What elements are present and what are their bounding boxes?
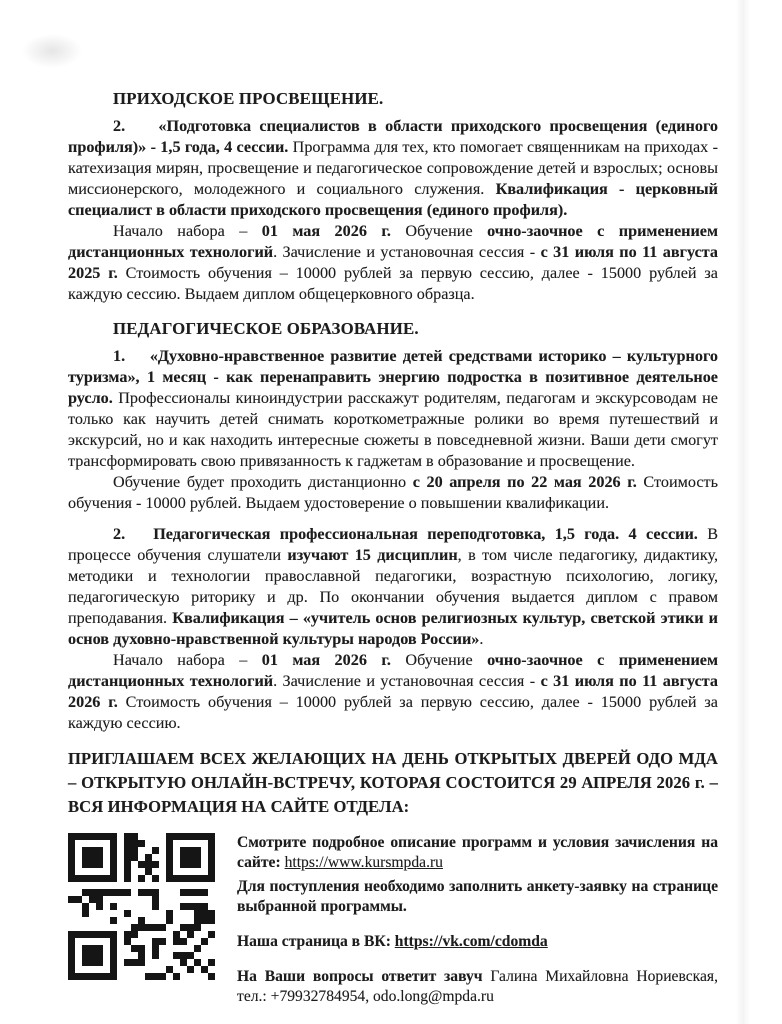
text-run: Квалификация – «учитель основ религиозных культур, светской этики и основ духовно-нравственной культуры народов России» (68, 609, 718, 648)
text-run: . Зачисление и установочная сессия - (273, 672, 541, 690)
text-run: 1. «Духовно-нравственное развитие детей средствами историко – культурного туризма», 1 месяц - как перенаправить энергию подростка в позитивное деятельное русло. (68, 347, 718, 407)
text-run: Обучение будет проходить дистанционно (113, 473, 413, 491)
scan-streak-artifact (736, 0, 750, 1024)
text-run: Стоимость обучения - 10000 рублей. Выдаем удостоверение о повышении квалификации. (68, 473, 719, 512)
document-section (68, 88, 718, 305)
text-run: с 20 апреля по 22 мая 2026 г. (412, 473, 637, 491)
text-run: Смотрите подробное описание программ и условия зачисления на сайте: (237, 834, 718, 871)
document-sections (68, 88, 718, 734)
text-run: Стоимость обучения – 10000 рублей за первую сессию, далее - 15000 рублей за каждую сессию. Выдаем диплом общецерковного образца. (68, 264, 718, 303)
text-run: Наша страница в ВК: (237, 933, 395, 950)
text-run: , в том числе педагогику, дидактику, методики и технологии православной педагогики, возрастную психологию, логику, педагогическую риторику и др. По окончании обучения выдается диплом с правом преподавания. (68, 546, 718, 627)
text-run: 01 мая 2026 г. (261, 222, 391, 240)
contact-block (237, 877, 718, 917)
text-run: Начало набора – (113, 222, 262, 240)
text-run: 2. «Подготовка специалистов в области приходского просвещения (единого профиля)» - 1,5 года, 4 сессии. (68, 117, 718, 156)
invitation-text: ПРИГЛАШАЕМ ВСЕХ ЖЕЛАЮЩИХ НА ДЕНЬ ОТКРЫТЫХ ДВЕРЕЙ ОДО МДА – ОТКРЫТУЮ ОНЛАЙН-ВСТРЕЧУ, КОТОРАЯ СОСТОИТСЯ 29 АПРЕЛЯ 2026 г. – ВСЯ ИНФОРМАЦИЯ НА САЙТЕ ОТДЕЛА: (68, 749, 718, 816)
text-run: с 31 июля по 11 августа 2026 г. (68, 672, 718, 711)
scan-smudge-artifact (22, 34, 82, 68)
text-run: очно-заочное с применением дистанционных технологий (68, 222, 719, 261)
text-run: очно-заочное с применением дистанционных технологий (68, 651, 719, 690)
text-run: изучают 15 дисциплин (287, 546, 458, 564)
text-run: Обучение (390, 222, 488, 240)
text-run: Галина Михайловна Нориевская, тел.: +79932784954, odo.long@mpda.ru (237, 968, 718, 1005)
text-run: 2. Педагогическая профессиональная переподготовка, 1,5 года. 4 сессии. (113, 525, 698, 543)
paragraph (68, 221, 718, 305)
text-run: Начало набора – (113, 651, 262, 669)
text-run: . (479, 630, 484, 648)
text-run: Квалификация - церковный специалист в области приходского просвещения (единого профиля). (68, 180, 719, 219)
qr-code-icon (68, 833, 215, 980)
contact-block (237, 932, 718, 952)
paragraph (68, 524, 718, 650)
paragraph (68, 116, 718, 221)
paragraph (68, 650, 718, 734)
text-run: Стоимость обучения – 10000 рублей за первую сессию, далее - 15000 рублей за каждую сессию. (68, 693, 718, 732)
section-heading: ПРИХОДСКОЕ ПРОСВЕЩЕНИЕ. (113, 89, 384, 108)
contact-info (237, 833, 718, 1007)
contact-block (237, 833, 718, 873)
text-run: Обучение (390, 651, 488, 669)
text-run: . Зачисление и установочная сессия - (273, 243, 541, 261)
url-link[interactable]: https://www.kursmpda.ru (284, 854, 443, 871)
text-run: На Ваши вопросы ответит завуч (237, 968, 491, 985)
contact-block (237, 967, 718, 1007)
text-run: Профессионалы киноиндустрии расскажут родителям, педагогам и экскурсоводам не только как научить детей снимать короткометражные ролики во время путешествий и экскурсий, но и как находить интересные сюжеты в повседневной жизни. Ваши дети смогут трансформировать свою привязанность к гаджетам в образование и просвещение. (68, 389, 718, 470)
text-run: 01 мая 2026 г. (261, 651, 391, 669)
text-run: Для поступления необходимо заполнить анкету-заявку на странице выбранной программы. (237, 878, 718, 915)
paragraph (68, 472, 718, 514)
text-run: с 31 июля по 11 августа 2025 г. (68, 243, 718, 282)
qr-row (68, 833, 718, 1007)
text-run: В процессе обучения слушатели (68, 525, 718, 564)
url-link[interactable]: https://vk.com/cdomda (394, 933, 548, 950)
paragraph (68, 346, 718, 472)
document-section (68, 318, 718, 734)
section-heading: ПЕДАГОГИЧЕСКОЕ ОБРАЗОВАНИЕ. (113, 319, 419, 338)
text-run: Программа для тех, кто помогает священникам на приходах - катехизация мирян, просвещение и педагогическое сопровождение детей и взрослых; основы миссионерского, молодежного и социального служения. (68, 138, 718, 198)
